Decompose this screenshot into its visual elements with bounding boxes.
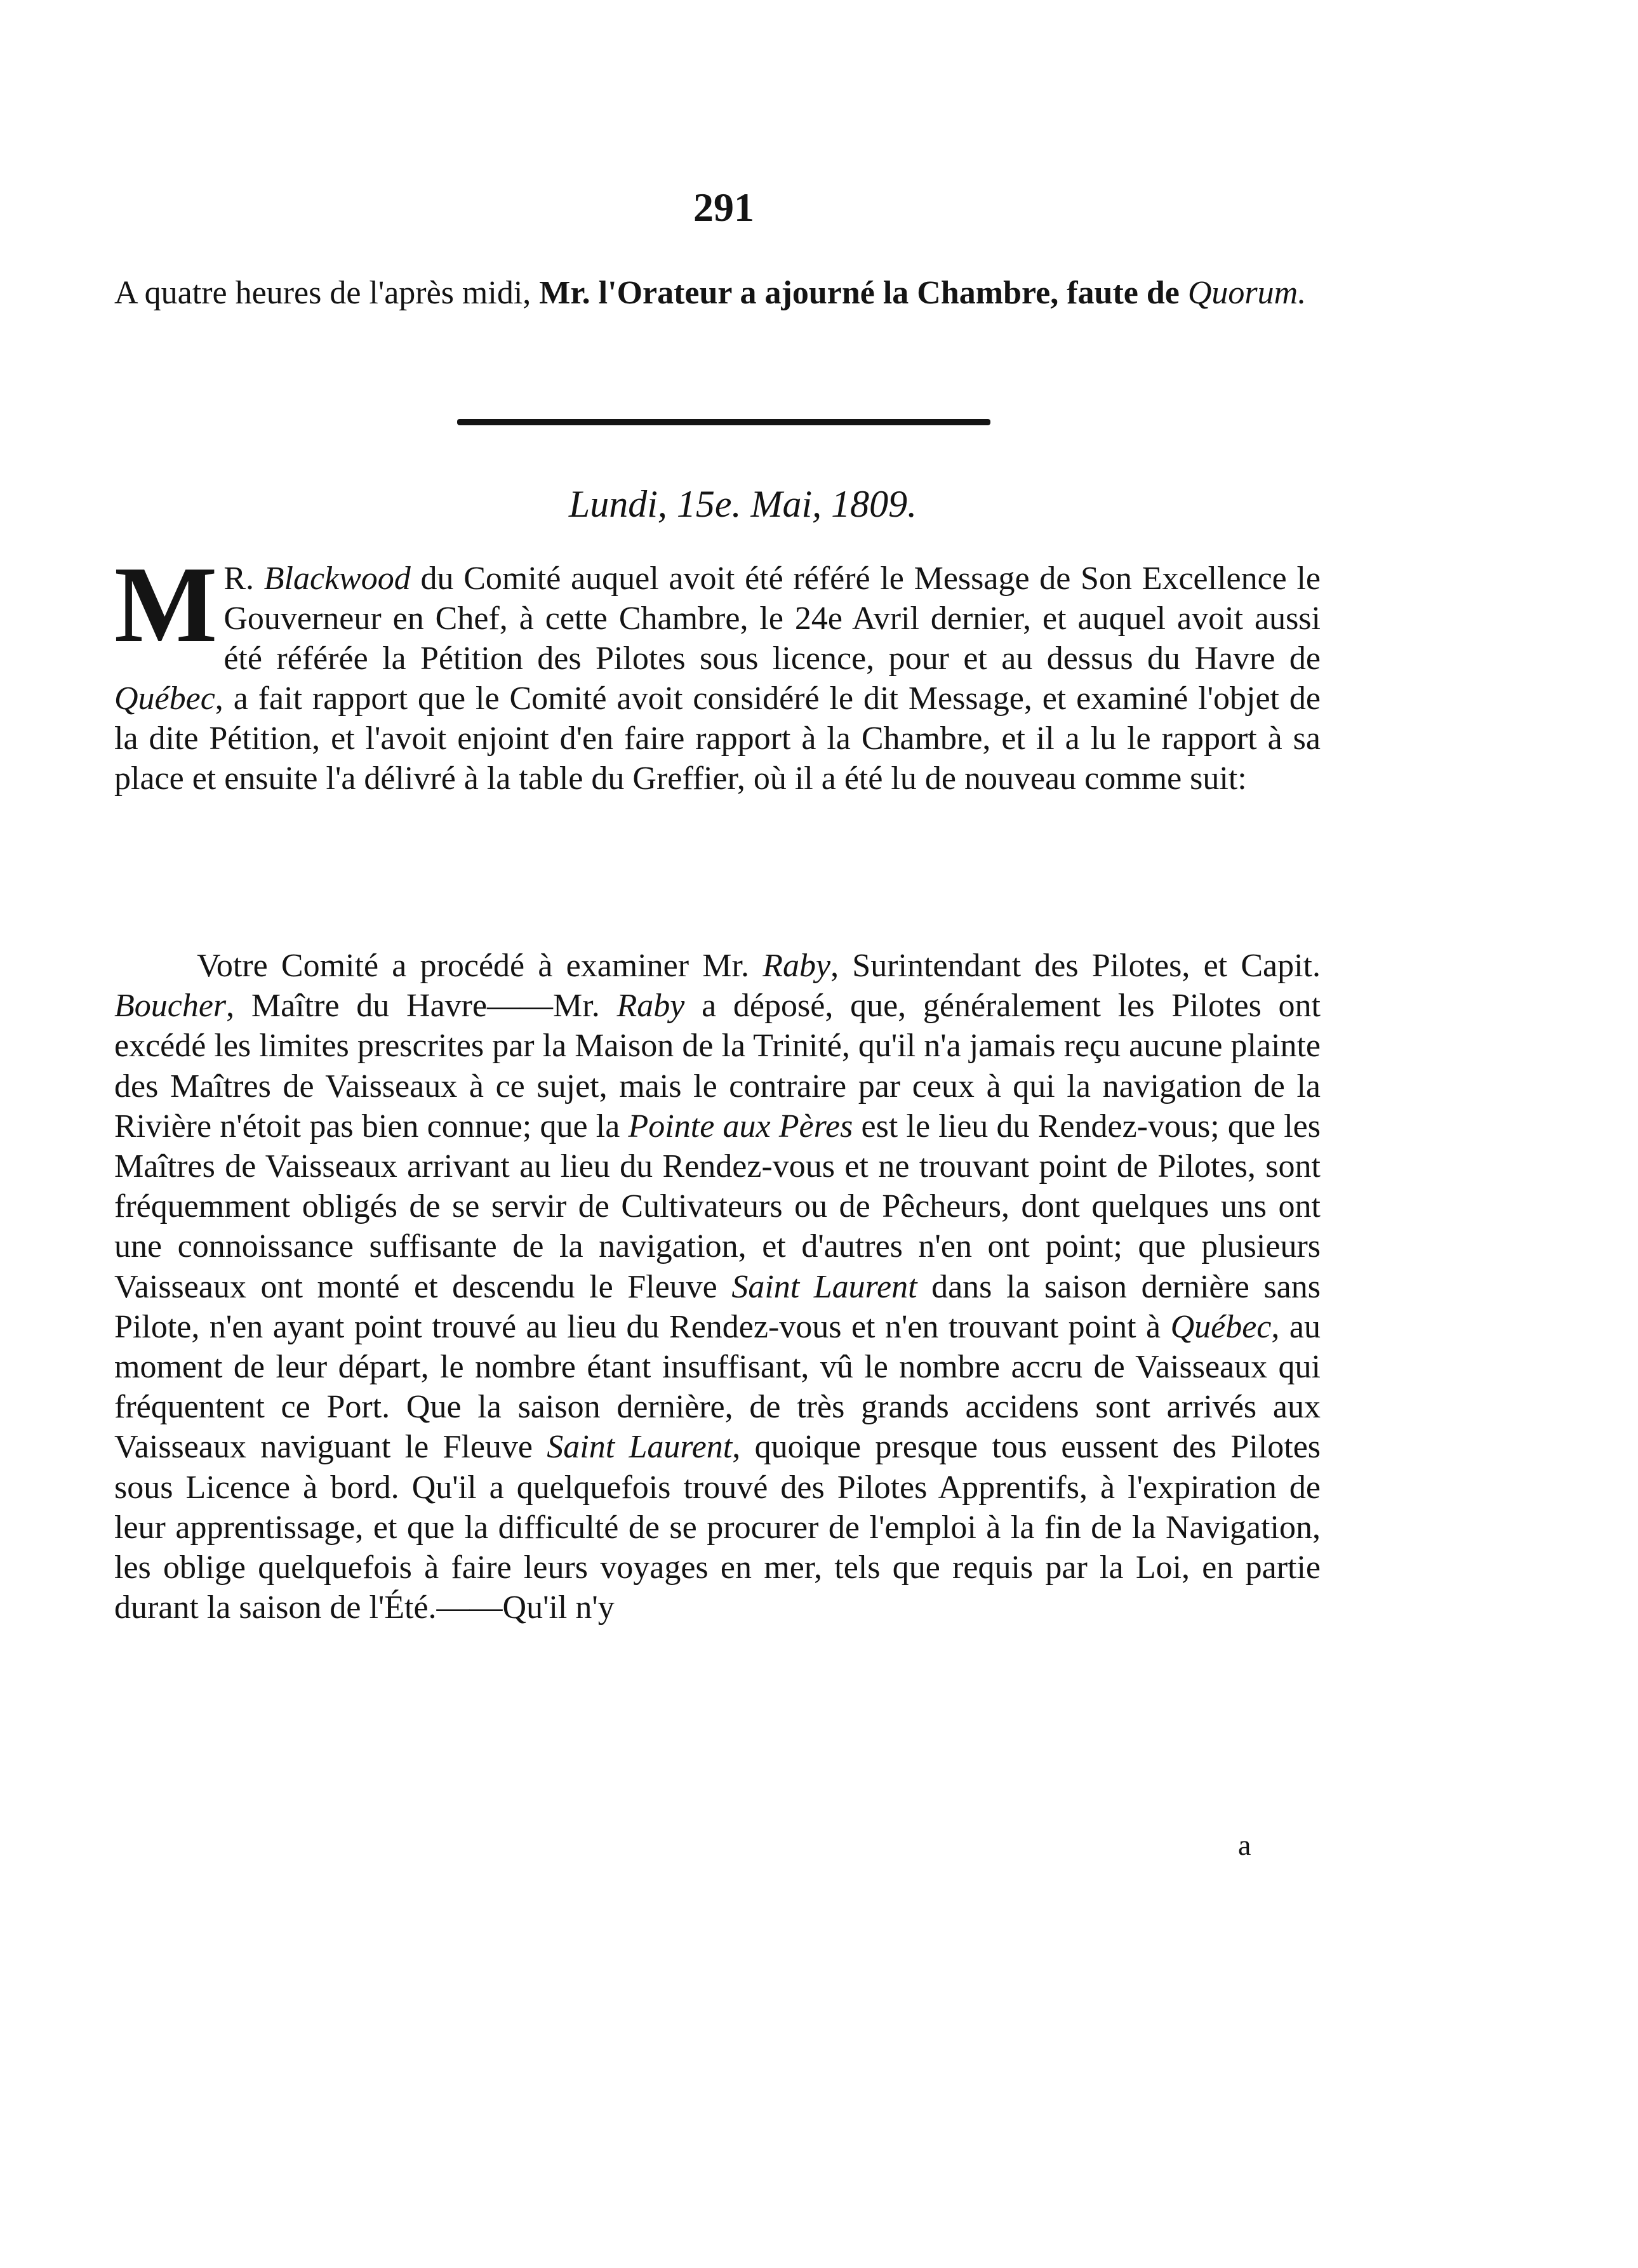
date-heading: Lundi, 15e. Mai, 1809.	[568, 483, 917, 525]
committee-text-7: , au moment de leur départ, le nombre étant insuffisant, vû le nombre accru de Vaisseaux qui fréquentent ce Port. Que la saison dernière, de très grands accidens sont arrivés aux Vaisseaux naviguant le Fleuve	[114, 1308, 1321, 1466]
name-raby: Raby	[762, 948, 831, 984]
place-quebec: Québec	[114, 680, 215, 717]
name-raby-2: Raby	[616, 988, 685, 1025]
committee-text-1: Votre Comité a procédé à examiner Mr.	[197, 948, 763, 984]
place-saint-laurent: Saint Laurent	[731, 1268, 917, 1305]
quorum-word: Quorum.	[1187, 275, 1307, 311]
committee-text-2: , Surintendant des Pilotes, et Capit.	[830, 948, 1321, 984]
place-saint-laurent-2: Saint Laurent	[547, 1429, 733, 1466]
report-text-2: du Comité auquel avoit été référé le Message de Son Excellence le Gouverneur en Chef, à cette Chambre, le 24e Avril dernier, et auquel avoit aussi été référée la Pétition des Pilotes sous licence, pour et au dessus du Havre de	[223, 560, 1321, 677]
catchword: a	[1238, 1829, 1251, 1861]
adjournment-text-2: Mr. l'Orateur a ajourné la Chambre, faute de	[539, 275, 1188, 311]
drop-cap: M	[114, 545, 218, 665]
committee-text-3: , Maître du Havre——Mr.	[226, 988, 617, 1025]
page-number: 291	[693, 185, 754, 230]
adjournment-paragraph	[114, 273, 1321, 313]
committee-text-4: a déposé, que, généralement les Pilotes ont excédé les limites prescrites par la Maison de la Trinité, qu'il n'a jamais reçu aucune plainte des Maîtres de Vaisseaux à ce sujet, mais le contraire par ceux à qui la navigation de la Rivière n'étoit pas bien connue; que la	[114, 988, 1321, 1144]
name-blackwood: Blackwood	[263, 560, 411, 597]
name-boucher: Boucher	[114, 988, 227, 1025]
report-paragraph	[114, 545, 1321, 799]
committee-text-8: , quoique presque tous eussent des Pilotes sous Licence à bord. Qu'il a quelquefois trouvé des Pilotes Apprentifs, à l'expiration de leur apprentissage, et que la difficulté de se procurer de l'emploi à la fin de la Navigation, les oblige quelquefois à faire leurs voyages en mer, tels que requis par la Loi, en partie durant la saison de l'Été.——Qu'il n'y	[114, 1429, 1321, 1626]
committee-text-5: est le lieu du Rendez-vous; que les Maîtres de Vaisseaux arrivant au lieu du Rendez-vous et ne trouvant point de Pilotes, sont fréquemment obligés de se servir de Cultivateurs ou de Pêcheurs, dont quelques uns ont une connoissance suffisante de la navigation, et d'autres n'en ont point; que plusieurs Vaisseaux ont monté et descendu le Fleuve	[114, 1108, 1321, 1305]
committee-text-6: dans la saison dernière sans Pilote, n'en ayant point trouvé au lieu du Rendez-vous et n'en trouvant point à	[114, 1268, 1321, 1345]
section-divider	[457, 419, 990, 425]
adjournment-text-1: A quatre heures de l'après midi,	[114, 275, 540, 311]
report-text-3: , a fait rapport que le Comité avoit considéré le dit Message, et examiné l'objet de la dite Pétition, et l'avoit enjoint d'en faire rapport à la Chambre, et il a lu le rapport à sa place et ensuite l'a délivré à la table du Greffier, où il a été lu de nouveau comme suit:	[114, 680, 1321, 797]
committee-paragraph	[114, 946, 1321, 1628]
place-quebec-2: Québec	[1170, 1308, 1272, 1345]
place-pointe-aux-peres: Pointe aux Pères	[628, 1108, 853, 1144]
report-text-1: R.	[223, 560, 264, 597]
